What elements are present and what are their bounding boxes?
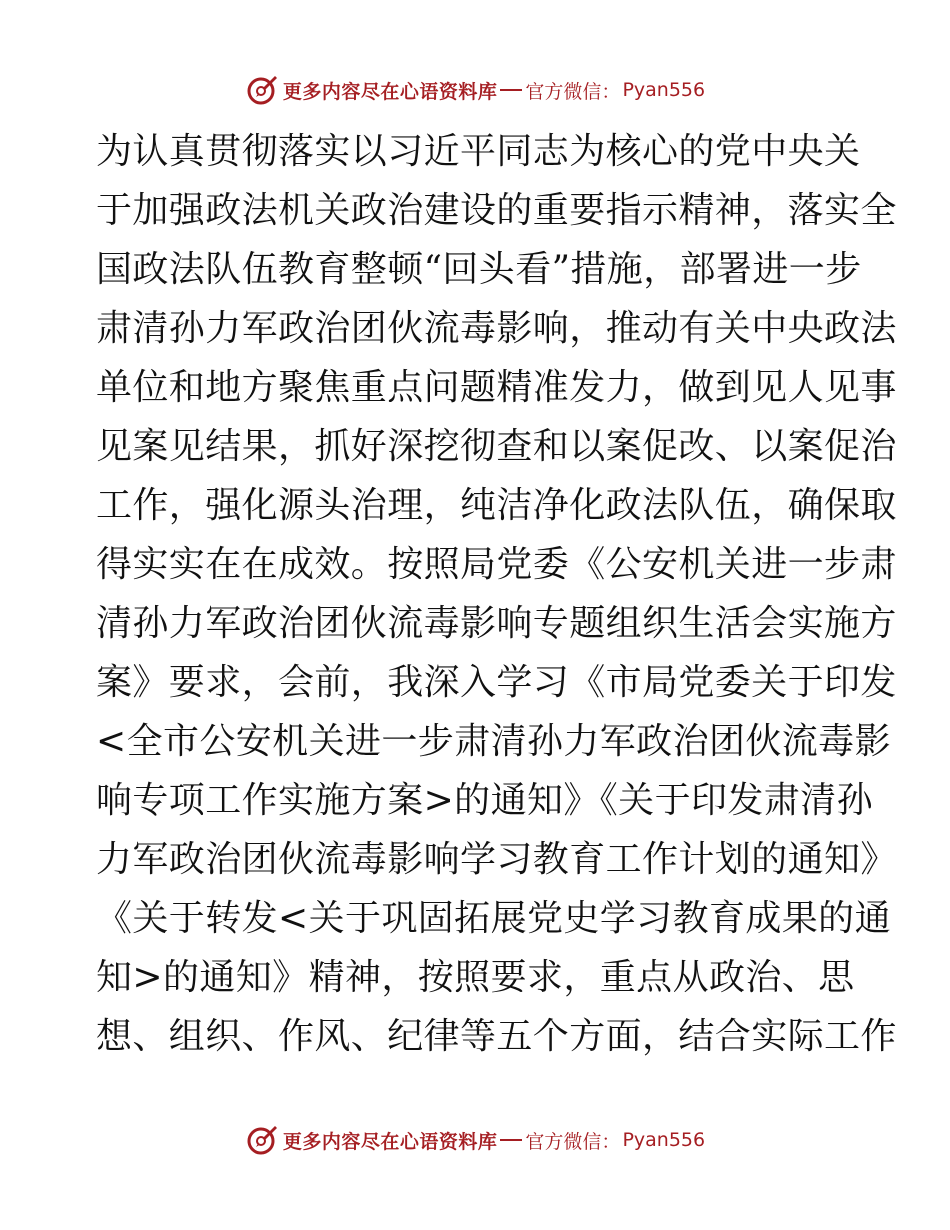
- body-line: 肃清孙力军政治团伙流毒影响，推动有关中央政法: [96, 308, 897, 349]
- body-line: 工作，强化源头治理，纯洁净化政法队伍，确保取: [96, 485, 897, 526]
- body-line: 单位和地方聚焦重点问题精准发力，做到见人见事: [96, 367, 897, 408]
- header-wechat-label: 官方微信：: [525, 80, 621, 103]
- body-line: 响专项工作实施方案>的通知》《关于印发肃清孙: [96, 780, 873, 821]
- body-line: 清孙力军政治团伙流毒影响专题组织生活会实施方: [96, 603, 897, 644]
- body-line: <全市公安机关进一步肃清孙力军政治团伙流毒影: [96, 721, 891, 762]
- header-brand-text: 更多内容尽在心语资料库: [282, 80, 498, 103]
- body-line: 《关于转发<关于巩固拓展党史学习教育成果的通: [96, 898, 891, 939]
- body-line: 于加强政法机关政治建设的重要指示精神，落实全: [96, 190, 897, 231]
- body-line: 见案见结果，抓好深挖彻查和以案促改、以案促治: [96, 426, 897, 467]
- body-line: 想、组织、作风、纪律等五个方面，结合实际工作: [96, 1016, 897, 1057]
- header-banner: [0, 70, 950, 110]
- body-line: 得实实在在成效。按照局党委《公安机关进一步肃: [96, 544, 897, 585]
- header-wechat-id: Pyan556: [622, 79, 706, 101]
- footer-brand-text: 更多内容尽在心语资料库: [282, 1130, 498, 1153]
- footer-dash: [500, 1139, 522, 1141]
- body-line: 国政法队伍教育整顿“回头看”措施，部署进一步: [96, 249, 862, 290]
- body-line: 案》要求，会前，我深入学习《市局党委关于印发: [96, 662, 897, 703]
- header-dash: [500, 89, 522, 91]
- body-line: 知>的通知》精神，按照要求，重点从政治、思: [96, 957, 855, 998]
- quill-logo-icon: [245, 73, 279, 107]
- body-line: 力军政治团伙流毒影响学习教育工作计划的通知》: [96, 839, 897, 880]
- quill-logo-icon: [245, 1123, 279, 1157]
- footer-wechat-id: Pyan556: [622, 1129, 706, 1151]
- footer-wechat-label: 官方微信：: [525, 1130, 621, 1153]
- body-line: 为认真贯彻落实以习近平同志为核心的党中央关: [96, 131, 861, 172]
- footer-banner: [0, 1120, 950, 1160]
- document-body: [96, 122, 897, 1066]
